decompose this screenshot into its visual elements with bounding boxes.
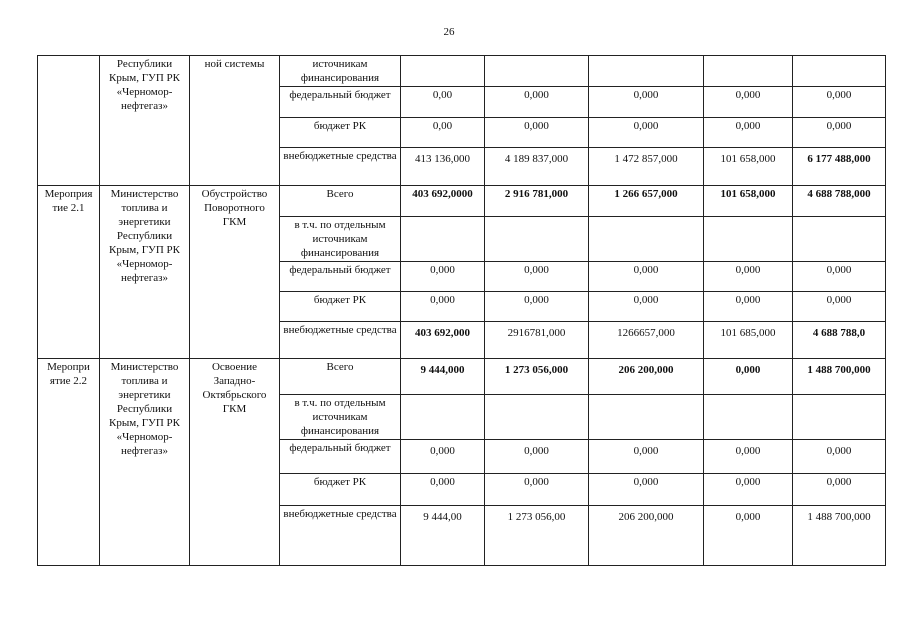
organization-cell: Министерство топлива и энергетики Республики Крым, ГУП РК «Черномор-нефтегаз»: [100, 359, 190, 566]
value-cell: 0,000: [589, 87, 704, 118]
source-cell: в т.ч. по отдельным источникам финансирования: [280, 395, 401, 440]
value-cell: 1 488 700,000: [793, 506, 886, 566]
object-cell: ной системы: [190, 56, 280, 186]
value-cell: 0,000: [485, 440, 589, 474]
value-cell: [793, 56, 886, 87]
value-cell: 0,000: [401, 292, 485, 322]
value-cell: 0,000: [793, 474, 886, 506]
source-cell: федеральный бюджет: [280, 440, 401, 474]
source-cell: Всего: [280, 359, 401, 395]
value-cell: 101 658,000: [704, 186, 793, 217]
value-cell: 0,000: [589, 118, 704, 148]
value-cell: 1266657,000: [589, 322, 704, 359]
value-cell: [485, 395, 589, 440]
value-cell: 0,000: [485, 87, 589, 118]
value-cell: 0,000: [793, 292, 886, 322]
value-cell: [589, 395, 704, 440]
value-cell: 0,000: [485, 474, 589, 506]
value-cell: [401, 217, 485, 262]
value-cell: [793, 217, 886, 262]
source-cell: в т.ч. по отдельным источникам финансирования: [280, 217, 401, 262]
value-cell: 4 688 788,000: [793, 186, 886, 217]
value-cell: 1 266 657,000: [589, 186, 704, 217]
value-cell: 9 444,000: [401, 359, 485, 395]
value-cell: [704, 217, 793, 262]
value-cell: 0,000: [704, 359, 793, 395]
value-cell: 101 658,000: [704, 148, 793, 186]
value-cell: 0,000: [589, 440, 704, 474]
source-cell: Всего: [280, 186, 401, 217]
organization-cell: Министерство топлива и энергетики Республики Крым, ГУП РК «Черномор-нефтегаз»: [100, 186, 190, 359]
value-cell: 206 200,000: [589, 359, 704, 395]
value-cell: [704, 56, 793, 87]
value-cell: [401, 56, 485, 87]
value-cell: 0,000: [485, 292, 589, 322]
source-cell: бюджет РК: [280, 474, 401, 506]
value-cell: 0,000: [704, 440, 793, 474]
value-cell: 206 200,000: [589, 506, 704, 566]
organization-cell: Республики Крым, ГУП РК «Черномор-нефтегаз»: [100, 56, 190, 186]
value-cell: 0,000: [793, 440, 886, 474]
value-cell: 1 273 056,00: [485, 506, 589, 566]
value-cell: 0,000: [485, 262, 589, 292]
source-cell: бюджет РК: [280, 118, 401, 148]
value-cell: [485, 217, 589, 262]
value-cell: 0,000: [793, 118, 886, 148]
value-cell: 413 136,000: [401, 148, 485, 186]
value-cell: 0,000: [704, 506, 793, 566]
value-cell: 0,000: [704, 474, 793, 506]
value-cell: [793, 395, 886, 440]
activity-cell: Мероприя тие 2.1: [38, 186, 100, 359]
value-cell: 403 692,0000: [401, 186, 485, 217]
value-cell: 6 177 488,000: [793, 148, 886, 186]
source-cell: внебюджетные средства: [280, 506, 401, 566]
table-row: [38, 359, 886, 395]
table-row: [38, 56, 886, 87]
value-cell: 0,000: [793, 87, 886, 118]
source-cell: федеральный бюджет: [280, 87, 401, 118]
value-cell: [401, 395, 485, 440]
value-cell: 2916781,000: [485, 322, 589, 359]
value-cell: 0,000: [704, 262, 793, 292]
value-cell: 0,000: [401, 474, 485, 506]
value-cell: 0,000: [589, 262, 704, 292]
value-cell: 403 692,000: [401, 322, 485, 359]
value-cell: 1 472 857,000: [589, 148, 704, 186]
value-cell: 1 488 700,000: [793, 359, 886, 395]
value-cell: 0,000: [485, 118, 589, 148]
object-cell: Освоение Западно-Октябрьского ГКМ: [190, 359, 280, 566]
value-cell: 0,000: [793, 262, 886, 292]
value-cell: 4 688 788,0: [793, 322, 886, 359]
value-cell: 0,00: [401, 87, 485, 118]
value-cell: 9 444,00: [401, 506, 485, 566]
value-cell: 0,000: [704, 118, 793, 148]
source-cell: источникам финансирования: [280, 56, 401, 87]
activity-cell: Меропри ятие 2.2: [38, 359, 100, 566]
value-cell: 4 189 837,000: [485, 148, 589, 186]
page-number: 26: [443, 26, 455, 38]
activity-cell: [38, 56, 100, 186]
table-row: [38, 186, 886, 217]
value-cell: 0,000: [589, 474, 704, 506]
source-cell: внебюджетные средства: [280, 148, 401, 186]
value-cell: 0,00: [401, 118, 485, 148]
value-cell: 1 273 056,000: [485, 359, 589, 395]
value-cell: 2 916 781,000: [485, 186, 589, 217]
value-cell: 101 685,000: [704, 322, 793, 359]
object-cell: Обустройство Поворотного ГКМ: [190, 186, 280, 359]
budget-table: [37, 55, 886, 566]
value-cell: 0,000: [401, 262, 485, 292]
value-cell: [485, 56, 589, 87]
source-cell: внебюджетные средства: [280, 322, 401, 359]
value-cell: 0,000: [401, 440, 485, 474]
source-cell: федеральный бюджет: [280, 262, 401, 292]
value-cell: [589, 217, 704, 262]
value-cell: 0,000: [704, 87, 793, 118]
value-cell: 0,000: [589, 292, 704, 322]
value-cell: [704, 395, 793, 440]
value-cell: [589, 56, 704, 87]
source-cell: бюджет РК: [280, 292, 401, 322]
value-cell: 0,000: [704, 292, 793, 322]
